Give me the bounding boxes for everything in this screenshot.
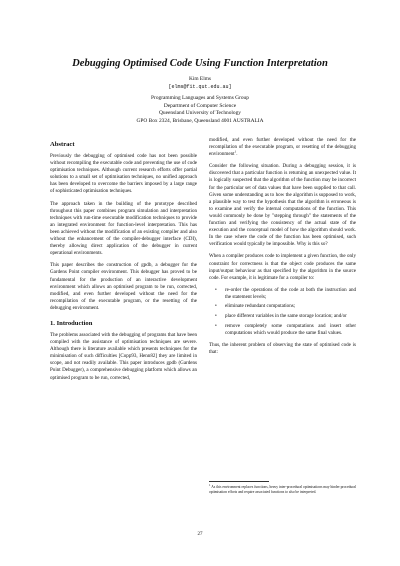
footnote-divider — [209, 481, 269, 482]
bullet-item: • re-order the operations of the code at both the instruction and the statement levels; — [225, 287, 356, 301]
author-name: Kim Elms — [188, 76, 211, 82]
body-paragraph: When a compiler produces code to implement a given function, the only constraint for correctness is that the object code produces the same input/output behaviour as that specified by the algorithm in the source code. For example, it is legitimate for a compiler to: — [209, 253, 356, 281]
author-block — [60, 76, 340, 126]
continuation-paragraph: modified, and even further developed without the need for the recompilation of the executable program, or resetting of the debugging environment$^1$. — [209, 137, 356, 158]
footnote — [209, 485, 356, 495]
body-paragraph: Thus, the inherent problem of observing the state of optimised code is that: — [209, 341, 356, 355]
introduction-paragraph: The problems associated with the debugging of programs that have been compiled with the assistance of optimisation techniques are severe. Although there is literature available which presents techniques for the minimisation of such difficulties [Copp93, Henn82] they are limited in scope, and not readily available. This paper introduces gpdb (Gardens Point Debugger), a comprehensive debugging platform which allows an optimised program to be run, corrected, — [50, 331, 197, 381]
introduction-heading: 1. Introduction — [50, 319, 93, 327]
footnote-marker: 1 — [209, 483, 211, 487]
affiliation-line: Queensland University of Technology — [158, 110, 241, 117]
left-column — [50, 141, 197, 387]
footnote-ref: 1 — [234, 149, 237, 154]
bullet-item: • eliminate redundant computations; — [225, 303, 356, 310]
page-number: 27 — [197, 532, 203, 537]
author-email: [elms@fit.qut.edu.au] — [168, 83, 232, 90]
bullet-item: • remove completely some computations and insert other computations which would produce the same final values. — [225, 323, 356, 337]
bullet-item: • place different variables in the same storage location; and/or — [225, 313, 356, 320]
paper-title: Debugging Optimised Code Using Function Interpretation — [72, 58, 328, 69]
abstract-paragraph: This paper describes the construction of gpdb, a debugger for the Gardens Point compiler environment. This debugger has proved to be fundamental for the production of an interactive development environment which allows an optimised program to be run, corrected, modified, and even further developed without the need for the recompilation of the executable program, or the resetting of the debugging environment. — [50, 262, 197, 311]
right-column — [209, 137, 356, 361]
affiliation-line: Programming Languages and Systems Group — [151, 95, 249, 102]
body-paragraph: Consider the following situation. During a debugging session, it is discovered that a particular function is returning an unexpected value. It is logically suspected that the algorithm of the function may be incorrect for the particular set of data values that have been supplied to that call. Given some understanding as to how the algorithm is supposed to work, a plausible way to test the hypothesis that the algorithm is erroneous is to examine and verify the internal computations of the function. This would commonly be done by "stepping through" the statements of the function and verifying the consistency of the actual state of the execution and the conceptual model of how the algorithm should work. In the case where the code of the function has been optimised, such verification would typically be impossible. Why is this so? — [209, 163, 356, 248]
abstract-paragraph: The approach taken in the building of the prototype described throughout this paper combines program simulation and interpretation techniques with run-time executable modification techniques to provide an integrated environment for function-level interpretation. This has been achieved without the modification of an existing compiler and also without the enhancement of the compiler-debugger interface (CDI), thereby allowing direct application of the debugger in current operational environments. — [50, 200, 197, 257]
abstract-paragraph: Previously the debugging of optimised code has not been possible without recompiling the executable code and preventing the use of code optimisation techniques. Although current research efforts offer partial solutions to a small set of optimisation techniques, no unified approach has been developed to overcome the barriers imposed by a large range of sophisticated optimisation techniques. — [50, 153, 197, 195]
bullet-list — [209, 287, 356, 337]
footnote-text: As this environment replaces functions, heavy inter-procedural optimisations may hinder procedural optimisation efforts and require associated functions to also be interpreted. — [209, 485, 356, 495]
affiliation-line: Department of Computer Science — [163, 102, 237, 109]
affiliation-line: GPO Box 2324, Brisbane, Queensland 4001 AUSTRALIA — [136, 117, 264, 124]
abstract-heading: Abstract — [50, 141, 75, 148]
